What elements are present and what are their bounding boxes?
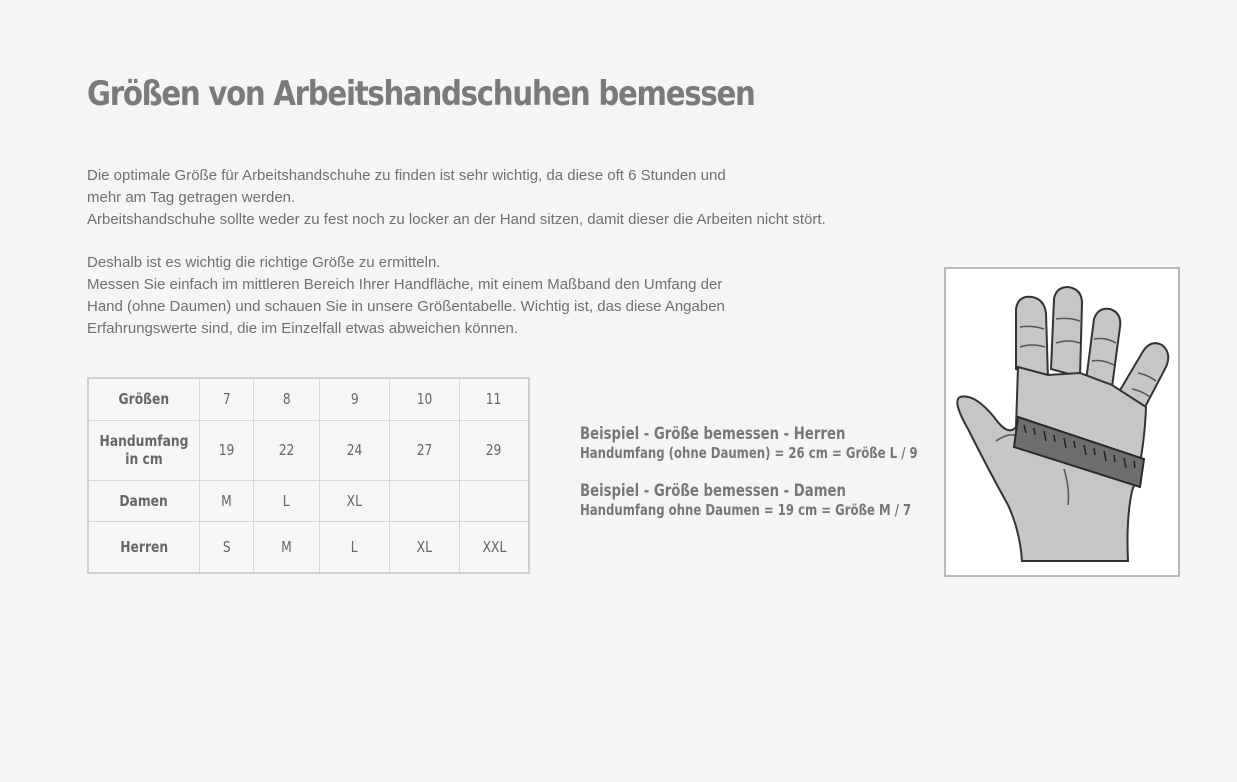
hand-illustration: [944, 267, 1180, 577]
table-cell: M: [254, 521, 320, 573]
table-cell: 22: [254, 420, 320, 480]
table-cell: XL: [390, 521, 460, 573]
page-title: Größen von Arbeitshandschuhen bemessen: [87, 74, 755, 114]
intro-line: mehr am Tag getragen werden.: [87, 188, 296, 206]
size-table: [87, 377, 530, 574]
intro-line: Messen Sie einfach im mittleren Bereich Ihrer Handfläche, mit einem Maßband den Umfang der: [87, 275, 723, 293]
intro-line: Deshalb ist es wichtig die richtige Größe zu ermitteln.: [87, 254, 441, 272]
intro-line: Arbeitshandschuhe sollte weder zu fest noch zu locker an der Hand sitzen, damit dieser die Arbeiten nicht stört.: [87, 210, 826, 228]
table-cell: 7: [200, 378, 254, 420]
table-cell: [460, 480, 530, 521]
table-cell: 8: [254, 378, 320, 420]
table-cell: M: [200, 480, 254, 521]
table-cell: S: [200, 521, 254, 573]
table-cell: 29: [460, 420, 530, 480]
table-row: [88, 521, 529, 573]
row-label-women: Damen: [88, 480, 200, 521]
table-cell: [390, 480, 460, 521]
row-label-sizes: Größen: [88, 378, 200, 420]
table-cell: 27: [390, 420, 460, 480]
example-title: Beispiel - Größe bemessen - Herren: [580, 424, 846, 444]
intro-line: Erfahrungswerte sind, die im Einzelfall etwas abweichen können.: [87, 319, 519, 337]
intro-paragraph-1: [87, 165, 947, 230]
hand-measuring-tape-icon: [946, 269, 1178, 575]
table-cell: 10: [390, 378, 460, 420]
table-cell: XL: [320, 480, 390, 521]
intro-text: [87, 165, 947, 361]
example-title: Beispiel - Größe bemessen - Damen: [580, 481, 846, 501]
table-cell: XXL: [460, 521, 530, 573]
table-cell: 9: [320, 378, 390, 420]
intro-paragraph-2: [87, 252, 947, 339]
intro-line: Die optimale Größe für Arbeitshandschuhe zu finden ist sehr wichtig, da diese oft 6 Stunden und: [87, 167, 726, 184]
table-row: [88, 480, 529, 521]
table-row: [88, 420, 529, 480]
row-label-men: Herren: [88, 521, 200, 573]
table-cell: 24: [320, 420, 390, 480]
intro-line: Hand (ohne Daumen) und schauen Sie in unsere Größentabelle. Wichtig ist, das diese Angaben: [87, 297, 725, 315]
example-detail: Handumfang (ohne Daumen) = 26 cm = Größe L / 9: [580, 444, 918, 462]
table-cell: 11: [460, 378, 530, 420]
row-label-hand-circumference: Handumfang in cm: [88, 420, 200, 480]
table-row: [88, 378, 529, 420]
table-cell: L: [254, 480, 320, 521]
table-cell: L: [320, 521, 390, 573]
table-cell: 19: [200, 420, 254, 480]
example-detail: Handumfang ohne Daumen = 19 cm = Größe M / 7: [580, 501, 912, 519]
